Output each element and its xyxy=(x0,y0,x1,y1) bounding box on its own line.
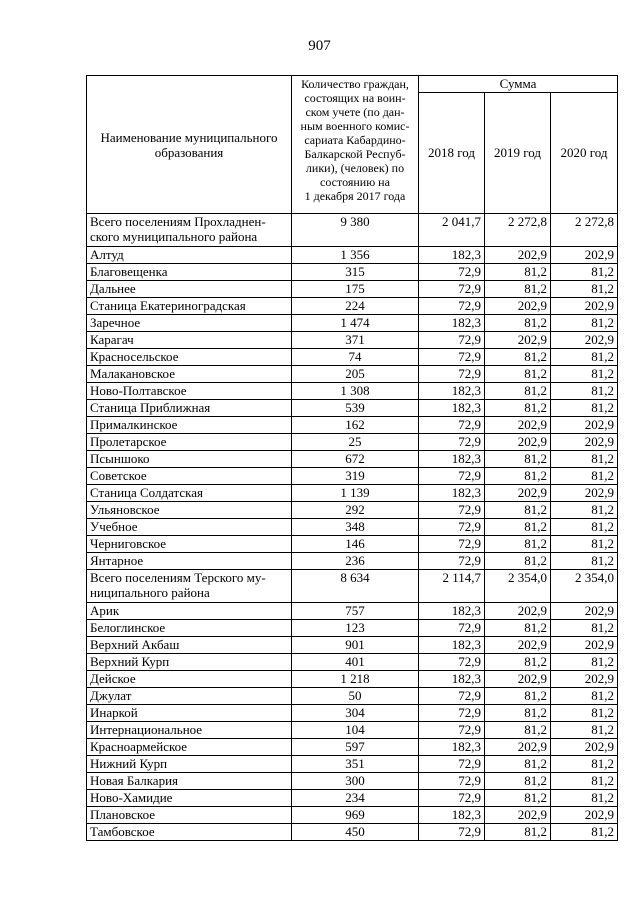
cell-sum-2019: 81,2 xyxy=(485,536,551,553)
cell-registered-count: 1 356 xyxy=(292,247,419,264)
header-sum: Сумма xyxy=(419,76,618,93)
table-row xyxy=(87,705,618,722)
cell-registered-count: 162 xyxy=(292,417,419,434)
cell-registered-count: 672 xyxy=(292,451,419,468)
table-row xyxy=(87,739,618,756)
header-count-line: сариата Кабардино- xyxy=(304,133,406,147)
table-row xyxy=(87,417,618,434)
cell-sum-2018: 182,3 xyxy=(419,400,485,417)
cell-sum-2018: 182,3 xyxy=(419,315,485,332)
cell-sum-2018: 182,3 xyxy=(419,485,485,502)
cell-sum-2020: 81,2 xyxy=(551,536,618,553)
header-count-line: лики), (человек) по xyxy=(305,161,405,175)
cell-sum-2019: 81,2 xyxy=(485,349,551,366)
cell-sum-2019: 2 354,0 xyxy=(485,570,551,603)
cell-sum-2018: 72,9 xyxy=(419,824,485,841)
cell-sum-2018: 182,3 xyxy=(419,247,485,264)
cell-municipality: Псыншоко xyxy=(87,451,292,468)
cell-sum-2020: 81,2 xyxy=(551,553,618,570)
cell-municipality: Плановское xyxy=(87,807,292,824)
cell-sum-2019: 81,2 xyxy=(485,773,551,790)
cell-sum-2020: 81,2 xyxy=(551,654,618,671)
cell-sum-2018: 72,9 xyxy=(419,298,485,315)
table-row xyxy=(87,383,618,400)
cell-sum-2019: 81,2 xyxy=(485,400,551,417)
cell-sum-2018: 182,3 xyxy=(419,451,485,468)
cell-sum-2020: 81,2 xyxy=(551,315,618,332)
cell-sum-2019: 81,2 xyxy=(485,366,551,383)
cell-sum-2020: 202,9 xyxy=(551,247,618,264)
cell-sum-2020: 81,2 xyxy=(551,349,618,366)
cell-sum-2019: 81,2 xyxy=(485,281,551,298)
cell-sum-2020: 81,2 xyxy=(551,705,618,722)
cell-sum-2020: 202,9 xyxy=(551,739,618,756)
table-row xyxy=(87,332,618,349)
cell-sum-2020: 202,9 xyxy=(551,485,618,502)
cell-sum-2020: 81,2 xyxy=(551,790,618,807)
table-row xyxy=(87,264,618,281)
cell-municipality: Джулат xyxy=(87,688,292,705)
cell-registered-count: 234 xyxy=(292,790,419,807)
cell-sum-2018: 182,3 xyxy=(419,671,485,688)
cell-sum-2020: 81,2 xyxy=(551,383,618,400)
cell-municipality: Тамбовское xyxy=(87,824,292,841)
table-row xyxy=(87,400,618,417)
header-count-line: ском учете (по дан- xyxy=(305,105,405,119)
cell-municipality-line: Всего поселениям Терского му- xyxy=(90,570,266,585)
cell-municipality: Верхний Курп xyxy=(87,654,292,671)
cell-sum-2019: 202,9 xyxy=(485,671,551,688)
cell-registered-count: 236 xyxy=(292,553,419,570)
cell-sum-2018: 72,9 xyxy=(419,468,485,485)
cell-registered-count: 969 xyxy=(292,807,419,824)
table-row-total xyxy=(87,214,618,247)
cell-municipality: Ульяновское xyxy=(87,502,292,519)
cell-sum-2020: 202,9 xyxy=(551,807,618,824)
cell-sum-2020: 81,2 xyxy=(551,366,618,383)
cell-sum-2018: 72,9 xyxy=(419,688,485,705)
cell-registered-count: 9 380 xyxy=(292,214,419,247)
cell-sum-2018: 182,3 xyxy=(419,637,485,654)
cell-sum-2020: 81,2 xyxy=(551,773,618,790)
cell-sum-2019: 202,9 xyxy=(485,603,551,620)
cell-sum-2020: 202,9 xyxy=(551,637,618,654)
cell-sum-2018: 72,9 xyxy=(419,417,485,434)
table-row xyxy=(87,519,618,536)
cell-sum-2018: 72,9 xyxy=(419,536,485,553)
header-count-line: состоянию на xyxy=(320,175,390,189)
cell-sum-2018: 72,9 xyxy=(419,705,485,722)
cell-registered-count: 123 xyxy=(292,620,419,637)
cell-sum-2019: 81,2 xyxy=(485,756,551,773)
cell-sum-2019: 81,2 xyxy=(485,264,551,281)
cell-registered-count: 304 xyxy=(292,705,419,722)
cell-registered-count: 8 634 xyxy=(292,570,419,603)
cell-sum-2020: 81,2 xyxy=(551,502,618,519)
cell-sum-2019: 81,2 xyxy=(485,688,551,705)
cell-municipality-line: Всего поселениям Прохладнен- xyxy=(90,214,266,229)
table-row xyxy=(87,536,618,553)
cell-municipality xyxy=(87,214,292,247)
cell-sum-2018: 72,9 xyxy=(419,620,485,637)
cell-sum-2019: 81,2 xyxy=(485,620,551,637)
cell-sum-2019: 202,9 xyxy=(485,332,551,349)
table-row xyxy=(87,654,618,671)
cell-sum-2020: 81,2 xyxy=(551,264,618,281)
header-registered-count xyxy=(292,76,419,214)
cell-sum-2019: 81,2 xyxy=(485,722,551,739)
cell-municipality: Карагач xyxy=(87,332,292,349)
cell-municipality: Верхний Акбаш xyxy=(87,637,292,654)
table-row xyxy=(87,349,618,366)
cell-registered-count: 1 139 xyxy=(292,485,419,502)
table-row-total xyxy=(87,570,618,603)
cell-municipality: Интернациональное xyxy=(87,722,292,739)
cell-registered-count: 146 xyxy=(292,536,419,553)
cell-registered-count: 901 xyxy=(292,637,419,654)
cell-registered-count: 74 xyxy=(292,349,419,366)
cell-municipality: Ново-Хамидие xyxy=(87,790,292,807)
cell-municipality xyxy=(87,570,292,603)
cell-sum-2018: 2 041,7 xyxy=(419,214,485,247)
cell-sum-2020: 81,2 xyxy=(551,756,618,773)
cell-municipality: Станица Екатериноградская xyxy=(87,298,292,315)
cell-municipality: Инаркой xyxy=(87,705,292,722)
cell-sum-2018: 182,3 xyxy=(419,739,485,756)
cell-registered-count: 539 xyxy=(292,400,419,417)
cell-registered-count: 1 474 xyxy=(292,315,419,332)
cell-municipality: Заречное xyxy=(87,315,292,332)
cell-registered-count: 104 xyxy=(292,722,419,739)
table-row xyxy=(87,434,618,451)
cell-municipality: Янтарное xyxy=(87,553,292,570)
cell-sum-2020: 81,2 xyxy=(551,400,618,417)
table-row xyxy=(87,722,618,739)
cell-sum-2020: 81,2 xyxy=(551,451,618,468)
table-row xyxy=(87,756,618,773)
cell-sum-2019: 202,9 xyxy=(485,807,551,824)
table-row xyxy=(87,773,618,790)
table-header xyxy=(87,76,618,214)
cell-sum-2018: 72,9 xyxy=(419,281,485,298)
cell-sum-2018: 182,3 xyxy=(419,807,485,824)
table-row xyxy=(87,502,618,519)
cell-sum-2019: 81,2 xyxy=(485,790,551,807)
cell-registered-count: 319 xyxy=(292,468,419,485)
cell-municipality: Красносельское xyxy=(87,349,292,366)
cell-registered-count: 25 xyxy=(292,434,419,451)
cell-sum-2020: 202,9 xyxy=(551,417,618,434)
cell-sum-2019: 81,2 xyxy=(485,315,551,332)
cell-registered-count: 450 xyxy=(292,824,419,841)
cell-municipality: Новая Балкария xyxy=(87,773,292,790)
cell-registered-count: 224 xyxy=(292,298,419,315)
table-row xyxy=(87,485,618,502)
header-year-2019: 2019 год xyxy=(485,93,551,214)
cell-sum-2019: 202,9 xyxy=(485,247,551,264)
cell-municipality: Красноармейское xyxy=(87,739,292,756)
cell-sum-2020: 202,9 xyxy=(551,434,618,451)
cell-sum-2020: 81,2 xyxy=(551,722,618,739)
cell-sum-2020: 81,2 xyxy=(551,824,618,841)
cell-municipality: Белоглинское xyxy=(87,620,292,637)
cell-sum-2019: 202,9 xyxy=(485,417,551,434)
table-row xyxy=(87,298,618,315)
cell-registered-count: 401 xyxy=(292,654,419,671)
cell-registered-count: 351 xyxy=(292,756,419,773)
budget-table xyxy=(86,75,618,841)
header-count-line: состоящих на воин- xyxy=(304,91,406,105)
cell-registered-count: 300 xyxy=(292,773,419,790)
cell-registered-count: 315 xyxy=(292,264,419,281)
table-row xyxy=(87,281,618,298)
cell-municipality: Советское xyxy=(87,468,292,485)
cell-sum-2019: 81,2 xyxy=(485,654,551,671)
cell-registered-count: 597 xyxy=(292,739,419,756)
cell-sum-2020: 202,9 xyxy=(551,332,618,349)
table-row xyxy=(87,315,618,332)
table-body xyxy=(87,214,618,841)
table-row xyxy=(87,247,618,264)
cell-sum-2018: 72,9 xyxy=(419,349,485,366)
cell-municipality: Учебное xyxy=(87,519,292,536)
table-row xyxy=(87,671,618,688)
cell-municipality: Дальнее xyxy=(87,281,292,298)
cell-municipality: Станица Приближная xyxy=(87,400,292,417)
cell-municipality: Арик xyxy=(87,603,292,620)
cell-sum-2019: 202,9 xyxy=(485,434,551,451)
table-row xyxy=(87,790,618,807)
header-municipality: Наименование муниципального образования xyxy=(87,76,292,214)
cell-sum-2018: 72,9 xyxy=(419,654,485,671)
table-row xyxy=(87,553,618,570)
cell-municipality-line: ниципального района xyxy=(90,585,210,600)
cell-sum-2019: 202,9 xyxy=(485,637,551,654)
page-number: 907 xyxy=(308,38,331,54)
cell-municipality: Станица Солдатская xyxy=(87,485,292,502)
cell-sum-2018: 182,3 xyxy=(419,383,485,400)
header-count-line: Количество граждан, xyxy=(301,77,409,91)
cell-sum-2019: 202,9 xyxy=(485,739,551,756)
header-year-2018: 2018 год xyxy=(419,93,485,214)
cell-sum-2018: 72,9 xyxy=(419,264,485,281)
cell-registered-count: 757 xyxy=(292,603,419,620)
cell-sum-2018: 72,9 xyxy=(419,756,485,773)
cell-sum-2019: 81,2 xyxy=(485,383,551,400)
cell-sum-2018: 72,9 xyxy=(419,332,485,349)
cell-sum-2018: 72,9 xyxy=(419,553,485,570)
cell-registered-count: 205 xyxy=(292,366,419,383)
cell-registered-count: 371 xyxy=(292,332,419,349)
cell-municipality: Благовещенка xyxy=(87,264,292,281)
cell-sum-2020: 81,2 xyxy=(551,620,618,637)
cell-sum-2018: 72,9 xyxy=(419,519,485,536)
table-row xyxy=(87,637,618,654)
table-row xyxy=(87,603,618,620)
cell-sum-2020: 81,2 xyxy=(551,688,618,705)
table-row xyxy=(87,824,618,841)
cell-sum-2020: 202,9 xyxy=(551,671,618,688)
cell-sum-2019: 202,9 xyxy=(485,485,551,502)
table-row xyxy=(87,807,618,824)
cell-registered-count: 50 xyxy=(292,688,419,705)
table-row xyxy=(87,366,618,383)
cell-sum-2018: 182,3 xyxy=(419,603,485,620)
cell-registered-count: 1 308 xyxy=(292,383,419,400)
cell-sum-2019: 2 272,8 xyxy=(485,214,551,247)
cell-registered-count: 292 xyxy=(292,502,419,519)
header-count-line: 1 декабря 2017 года xyxy=(304,189,406,203)
cell-sum-2020: 81,2 xyxy=(551,468,618,485)
cell-sum-2018: 72,9 xyxy=(419,773,485,790)
cell-sum-2019: 81,2 xyxy=(485,502,551,519)
cell-sum-2020: 2 272,8 xyxy=(551,214,618,247)
cell-sum-2019: 81,2 xyxy=(485,705,551,722)
cell-municipality: Дейское xyxy=(87,671,292,688)
header-count-line: ным военного комис- xyxy=(300,119,410,133)
cell-sum-2019: 202,9 xyxy=(485,298,551,315)
table-row xyxy=(87,451,618,468)
cell-registered-count: 175 xyxy=(292,281,419,298)
cell-sum-2018: 72,9 xyxy=(419,502,485,519)
table-row xyxy=(87,620,618,637)
cell-municipality: Нижний Курп xyxy=(87,756,292,773)
header-count-line: Балкарской Респуб- xyxy=(304,147,406,161)
cell-municipality: Прималкинское xyxy=(87,417,292,434)
cell-sum-2018: 72,9 xyxy=(419,434,485,451)
cell-sum-2019: 81,2 xyxy=(485,824,551,841)
cell-municipality: Пролетарское xyxy=(87,434,292,451)
cell-sum-2020: 2 354,0 xyxy=(551,570,618,603)
cell-sum-2019: 81,2 xyxy=(485,553,551,570)
cell-sum-2018: 72,9 xyxy=(419,366,485,383)
cell-municipality: Ново-Полтавское xyxy=(87,383,292,400)
cell-sum-2020: 202,9 xyxy=(551,298,618,315)
cell-sum-2019: 81,2 xyxy=(485,451,551,468)
cell-sum-2018: 2 114,7 xyxy=(419,570,485,603)
cell-registered-count: 348 xyxy=(292,519,419,536)
table-row xyxy=(87,688,618,705)
cell-sum-2019: 81,2 xyxy=(485,468,551,485)
cell-sum-2020: 81,2 xyxy=(551,281,618,298)
cell-registered-count: 1 218 xyxy=(292,671,419,688)
cell-municipality: Алтуд xyxy=(87,247,292,264)
cell-municipality: Малакановское xyxy=(87,366,292,383)
cell-sum-2019: 81,2 xyxy=(485,519,551,536)
header-year-2020: 2020 год xyxy=(551,93,618,214)
cell-municipality-line: ского муниципального района xyxy=(90,229,258,244)
cell-sum-2020: 202,9 xyxy=(551,603,618,620)
cell-municipality: Черниговское xyxy=(87,536,292,553)
cell-sum-2018: 72,9 xyxy=(419,722,485,739)
cell-sum-2018: 72,9 xyxy=(419,790,485,807)
cell-sum-2020: 81,2 xyxy=(551,519,618,536)
table-row xyxy=(87,468,618,485)
